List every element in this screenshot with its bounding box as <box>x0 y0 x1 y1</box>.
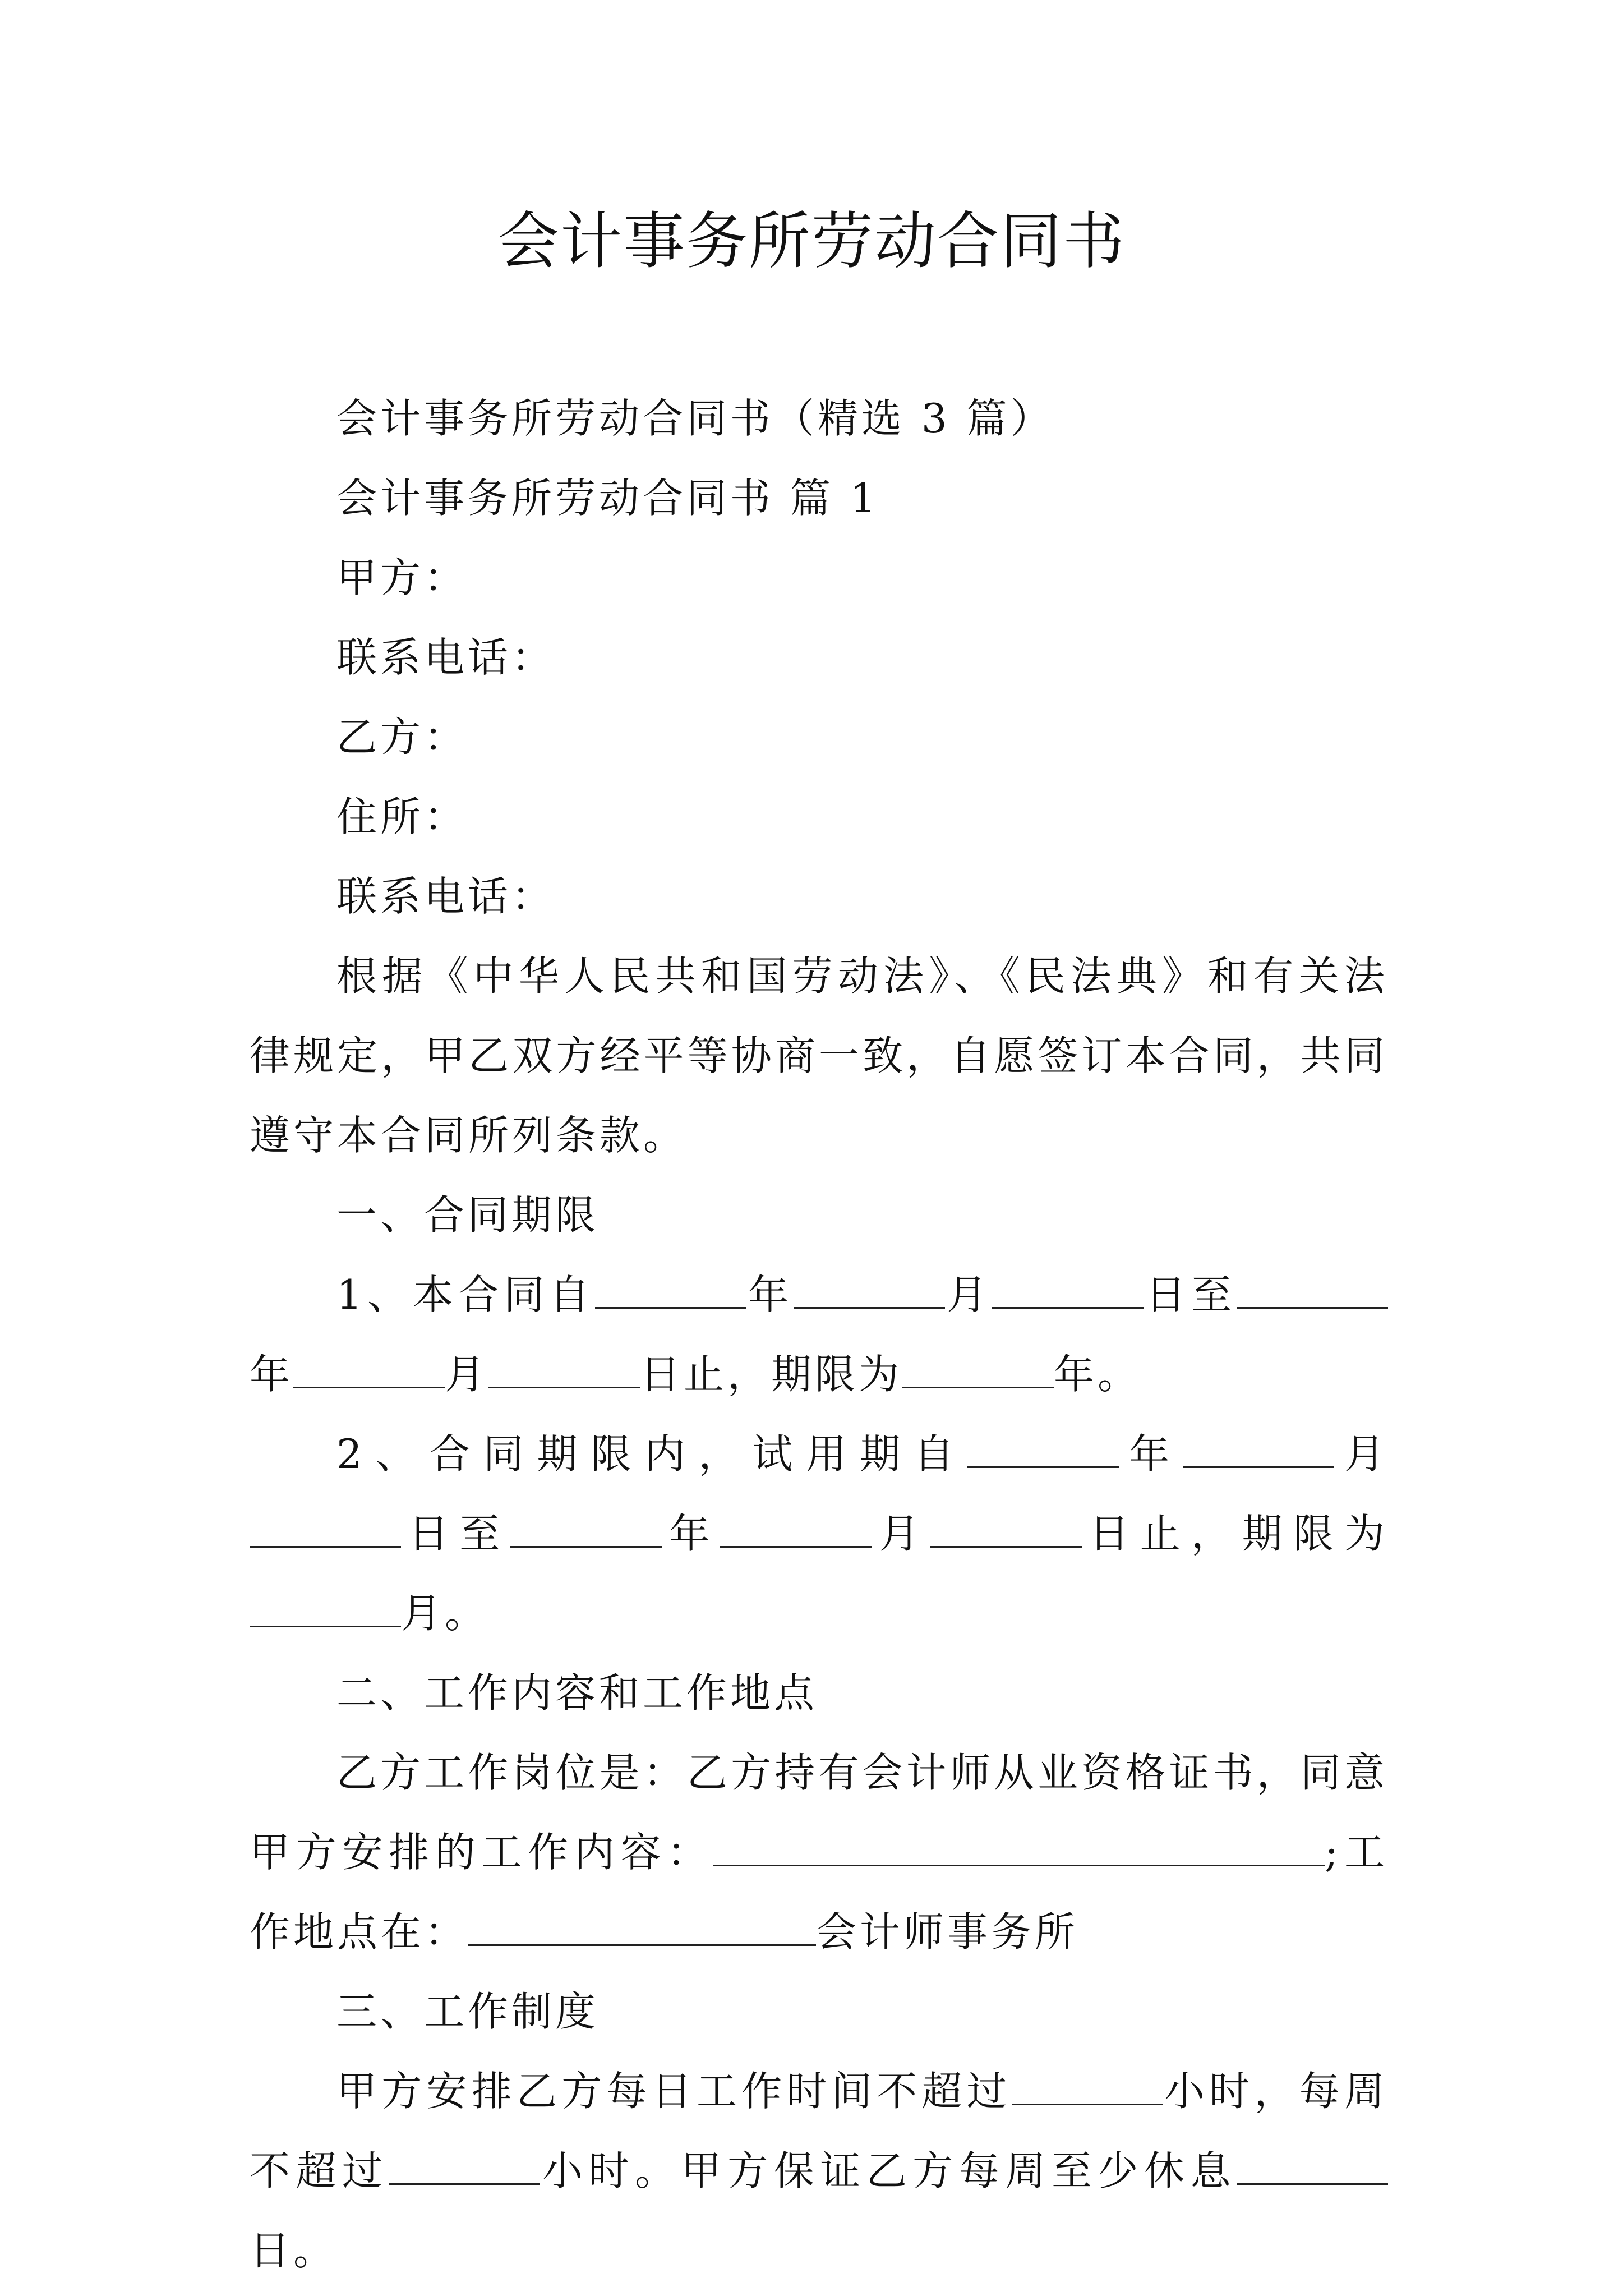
section-heading: 会计事务所劳动合同书 篇 1 <box>336 475 879 522</box>
work-text-2: ;工作地点在： <box>250 1829 1388 1955</box>
subtitle: 会计事务所劳动合同书（精选 3 篇） <box>336 395 1054 442</box>
blank-field <box>250 1512 401 1548</box>
term2-text-4: 日至 <box>401 1510 511 1557</box>
term1-text-7: 日止，期限为 <box>640 1351 903 1398</box>
blank-field <box>468 1911 816 1946</box>
blank-field <box>293 1353 445 1388</box>
term2-text-1: 2、合同期限内，试用期自 <box>336 1430 968 1478</box>
party-b-label: 乙方： <box>336 714 468 761</box>
blank-field <box>992 1273 1144 1309</box>
blank-field <box>1237 1273 1388 1309</box>
term2-text-5: 年 <box>662 1510 721 1557</box>
hours-text-1: 甲方安排乙方每日工作时间不超过 <box>336 2068 1012 2115</box>
term1-text-2: 年 <box>746 1271 794 1318</box>
term2-text-3: 月 <box>1334 1430 1388 1478</box>
party-a-phone-label: 联系电话： <box>336 634 556 681</box>
heading-work-system: 三、工作制度 <box>336 1988 600 2035</box>
hours-clause <box>250 2051 1388 2290</box>
party-a-label: 甲方： <box>336 554 468 601</box>
blank-field <box>713 1831 1325 1866</box>
work-text-1: 乙方工作岗位是：乙方持有会计师从业资格证书，同意甲方安排的工作内容： <box>250 1749 1388 1876</box>
blank-field <box>794 1273 945 1309</box>
blank-field <box>250 1592 401 1627</box>
term1-text-1: 1、本合同自 <box>336 1271 595 1318</box>
term2-text-7: 日止，期限为 <box>1081 1510 1388 1557</box>
term-clause-2 <box>250 1414 1388 1653</box>
blank-field <box>510 1512 662 1548</box>
blank-field <box>389 2150 540 2185</box>
hours-text-3: 小时。甲方保证乙方每周至少休息 <box>540 2147 1237 2194</box>
blank-field <box>1183 1433 1334 1468</box>
work-text-3: 会计师事务所 <box>816 1908 1079 1955</box>
document-body <box>250 379 1388 2290</box>
term1-text-8: 年。 <box>1054 1351 1142 1398</box>
blank-field <box>1012 2070 1163 2105</box>
document-title: 会计事务所劳动合同书 <box>497 205 1126 277</box>
blank-field <box>595 1273 746 1309</box>
term1-text-4: 日至 <box>1144 1271 1237 1318</box>
blank-field <box>930 1512 1082 1548</box>
term1-text-6: 月 <box>445 1351 489 1398</box>
blank-field <box>1237 2150 1388 2185</box>
blank-field <box>902 1353 1054 1388</box>
blank-field <box>488 1353 640 1388</box>
hours-text-4: 日。 <box>250 2227 338 2274</box>
party-b-address-label: 住所： <box>336 793 468 840</box>
heading-contract-term: 一、合同期限 <box>336 1191 600 1239</box>
hours-text-2: 小时，每周不超过 <box>250 2068 1388 2194</box>
term2-text-8: 月。 <box>401 1590 489 1637</box>
party-b-phone-label: 联系电话： <box>336 873 556 920</box>
heading-work-content: 二、工作内容和工作地点 <box>336 1669 818 1717</box>
blank-field <box>967 1433 1119 1468</box>
term-clause-1 <box>250 1255 1388 1414</box>
blank-field <box>720 1512 872 1548</box>
term2-text-2: 年 <box>1119 1430 1183 1478</box>
term1-text-3: 月 <box>945 1271 993 1318</box>
term2-text-6: 月 <box>872 1510 930 1557</box>
intro-paragraph: 根据《中华人民共和国劳动法》、《民法典》和有关法律规定，甲乙双方经平等协商一致，自愿签订本合同，共同遵守本合同所列条款。 <box>250 953 1388 1159</box>
work-clause <box>250 1733 1388 1972</box>
term1-text-5: 年 <box>250 1351 294 1398</box>
